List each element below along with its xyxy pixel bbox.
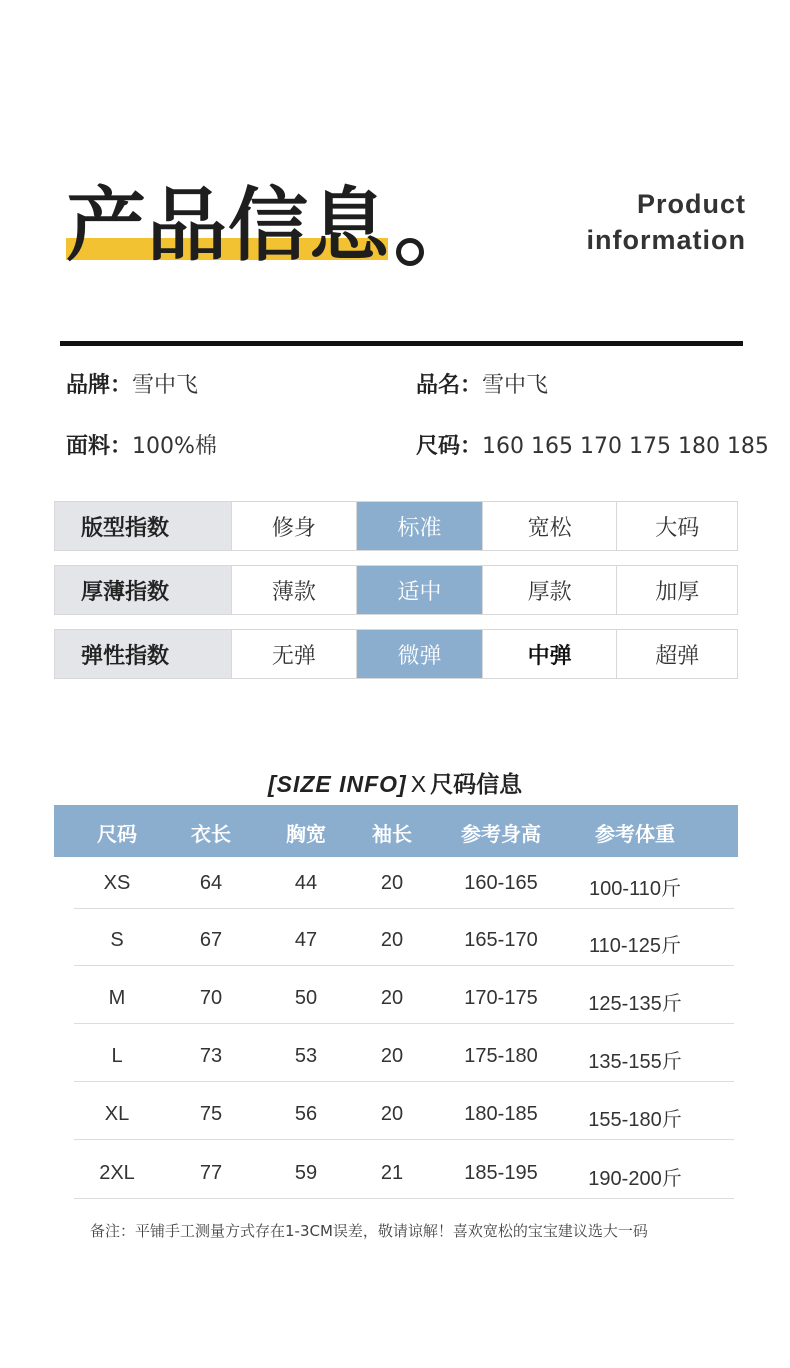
cell-sleeve: 20 [380, 1103, 404, 1125]
cell-chest: 59 [294, 1162, 318, 1184]
info-name-value: 雪中飞 [482, 373, 549, 398]
cell-height: 165-170 [464, 929, 538, 951]
info-brand-label: 品牌： [66, 373, 133, 398]
col-header-chest: 胸宽 [286, 822, 326, 846]
info-fabric [66, 429, 217, 460]
cell-weight: 155-180斤 [588, 1109, 682, 1131]
cell-size: S [110, 929, 124, 951]
info-name-label: 品名： [416, 373, 483, 398]
info-brand [66, 368, 198, 399]
cell-size: L [111, 1045, 123, 1067]
index-option: 修身 [231, 502, 357, 550]
cell-height: 185-195 [464, 1162, 538, 1184]
cell-size: M [108, 987, 126, 1009]
cell-length: 67 [199, 929, 223, 951]
index-option: 超弹 [616, 630, 737, 678]
info-fabric-value: 100%棉 [132, 434, 217, 459]
cell-size: XS [103, 872, 131, 894]
cell-height: 180-185 [464, 1103, 538, 1125]
divider-rule [60, 341, 743, 346]
index-option-selected: 标准 [356, 502, 482, 550]
cell-size: 2XL [99, 1162, 135, 1184]
index-option: 薄款 [231, 566, 357, 614]
index-option: 宽松 [482, 502, 617, 550]
cell-height: 175-180 [464, 1045, 538, 1067]
table-row [74, 907, 734, 966]
size-title-en: [SIZE INFO] [267, 771, 407, 797]
cell-chest: 53 [294, 1045, 318, 1067]
title-en-line1: Product [636, 189, 746, 219]
cell-size: XL [104, 1103, 130, 1125]
cell-height: 160-165 [464, 872, 538, 894]
title-cn: 产品信息 [66, 179, 390, 272]
col-header-sleeve: 袖长 [372, 822, 412, 846]
index-option: 加厚 [616, 566, 737, 614]
index-option-selected: 适中 [356, 566, 482, 614]
cell-chest: 44 [294, 872, 318, 894]
index-option-selected: 微弹 [356, 630, 482, 678]
size-section-title [0, 766, 790, 799]
table-row [74, 1081, 734, 1140]
info-size-label: 尺码： [416, 434, 483, 459]
table-row [74, 965, 734, 1024]
table-row [74, 850, 734, 909]
title-en [587, 186, 747, 258]
info-size [416, 429, 769, 460]
index-row-fit [54, 501, 738, 551]
cell-sleeve: 20 [380, 1045, 404, 1067]
cell-weight: 110-125斤 [589, 935, 681, 957]
cell-chest: 50 [294, 987, 318, 1009]
table-row [74, 1023, 734, 1082]
cell-sleeve: 21 [380, 1162, 404, 1184]
index-label: 版型指数 [55, 502, 231, 550]
index-option: 大码 [616, 502, 737, 550]
info-name [416, 368, 548, 399]
col-header-height: 参考身高 [461, 822, 541, 846]
index-label: 厚薄指数 [55, 566, 231, 614]
cell-sleeve: 20 [380, 929, 404, 951]
cell-length: 70 [199, 987, 223, 1009]
info-fabric-label: 面料： [66, 434, 133, 459]
cell-length: 73 [199, 1045, 223, 1067]
size-title-cn: 尺码信息 [430, 772, 523, 798]
cell-chest: 56 [294, 1103, 318, 1125]
measurement-note: 备注：平铺手工测量方式存在1-3CM误差，敬请谅解！喜欢宽松的宝宝建议选大一码 [90, 1222, 648, 1240]
title-period-dot [396, 238, 424, 266]
info-size-value: 160 165 170 175 180 185 [482, 434, 769, 459]
cell-sleeve: 20 [380, 872, 404, 894]
cell-height: 170-175 [464, 987, 538, 1009]
cell-weight: 125-135斤 [588, 993, 682, 1015]
cell-chest: 47 [294, 929, 318, 951]
index-row-thickness [54, 565, 738, 615]
info-brand-value: 雪中飞 [132, 373, 199, 398]
index-option: 厚款 [482, 566, 617, 614]
cell-length: 77 [199, 1162, 223, 1184]
table-row [74, 1140, 734, 1199]
cell-length: 64 [199, 872, 223, 894]
index-option: 无弹 [231, 630, 357, 678]
title-en-line2: information [586, 225, 746, 255]
cell-weight: 190-200斤 [588, 1168, 682, 1190]
cell-length: 75 [199, 1103, 223, 1125]
size-title-x: X [410, 771, 427, 797]
index-row-elasticity [54, 629, 738, 679]
col-header-length: 衣长 [191, 822, 231, 846]
col-header-weight: 参考体重 [595, 822, 675, 846]
index-option: 中弹 [482, 630, 617, 678]
index-label: 弹性指数 [55, 630, 231, 678]
col-header-size: 尺码 [97, 822, 137, 846]
cell-weight: 100-110斤 [589, 878, 681, 900]
cell-weight: 135-155斤 [588, 1051, 682, 1073]
cell-sleeve: 20 [380, 987, 404, 1009]
